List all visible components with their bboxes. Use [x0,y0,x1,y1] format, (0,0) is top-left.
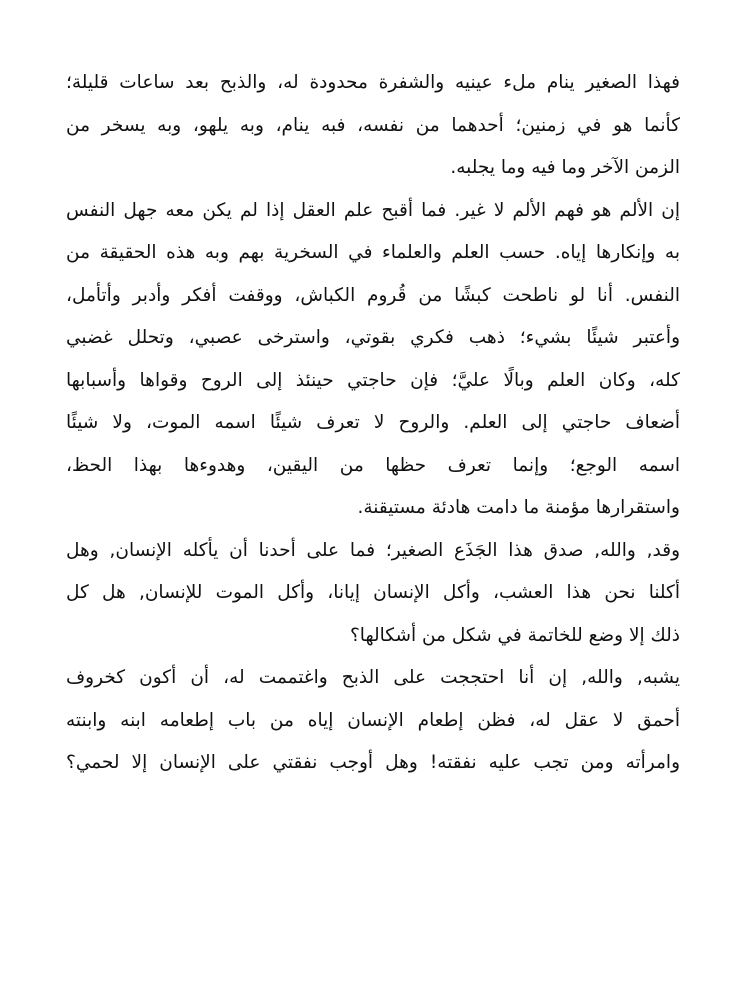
text-line: وقد, والله, صدق هذا الجَذَع الصغير؛ فما على أحدنا أن يأكله الإنسان, وهل [66,539,680,561]
text-line: أضعاف حاجتي إلى العلم. والروح لا تعرف شيئًا اسمه الموت، ولا شيئًا [66,412,680,433]
text-line: ذلك إلا وضع للخاتمة في شكل من أشكالها؟ [349,624,680,646]
text-line: وامرأته ومن تجب عليه نفقته! وهل أوجب نفقتي على الإنسان إلا لحمي؟ [66,752,680,773]
text-line: واستقرارها مؤمنة ما دامت هادئة مستيقنة. [357,497,680,518]
document-body [66,62,680,785]
text-line: إن الألم هو فهم الألم لا غير. فما أقبح علم العقل إذا لم يكن معه جهل النفس [66,199,680,221]
text-line: الزمن الآخر وما فيه وما يجلبه. [450,157,680,178]
paragraph-3 [66,530,680,658]
text-line: كله، وكان العلم وبالًا عليَّ؛ فإن حاجتي حينئذ إلى الروح وقواها وأسبابها [66,369,680,391]
text-line: أكلنا نحن هذا العشب، وأكل الإنسان إيانا، وأكل الموت للإنسان, هل كل [66,582,680,603]
text-line: كأنما هو في زمنين؛ أحدهما من نفسه، فبه ينام، وبه يلهو، وبه يسخر من [66,114,680,136]
paragraph-1 [66,62,680,190]
text-line: به وإنكارها إياه. حسب العلم والعلماء في السخرية بهم وبه هذه الحقيقة من [66,242,680,263]
text-line: فهذا الصغير ينام ملء عينيه والشفرة محدودة له، والذبح بعد ساعات قليلة؛ [66,72,680,93]
text-line: أحمق لا عقل له، فظن إطعام الإنسان إياه من باب إطعامه ابنه وابنته [66,709,680,731]
paragraph-2 [66,190,680,530]
text-line: وأعتبر شيئًا بشيء؛ ذهب فكري بقوتي، واسترخى عصبي، وتحلل غضبي [66,327,680,348]
text-line: اسمه الوجع؛ وإنما تعرف حظها من اليقين، وهدوءها بهذا الحظ، [66,454,680,476]
paragraph-4 [66,657,680,785]
text-line: النفس. أنا لو ناطحت كبشًا من قُروم الكباش، ووقفت أفكر وأدبر وأتأمل، [66,284,680,306]
text-line: يشبه, والله, إن أنا احتججت على الذبح واغتممت له، أن أكون كخروف [66,667,680,688]
